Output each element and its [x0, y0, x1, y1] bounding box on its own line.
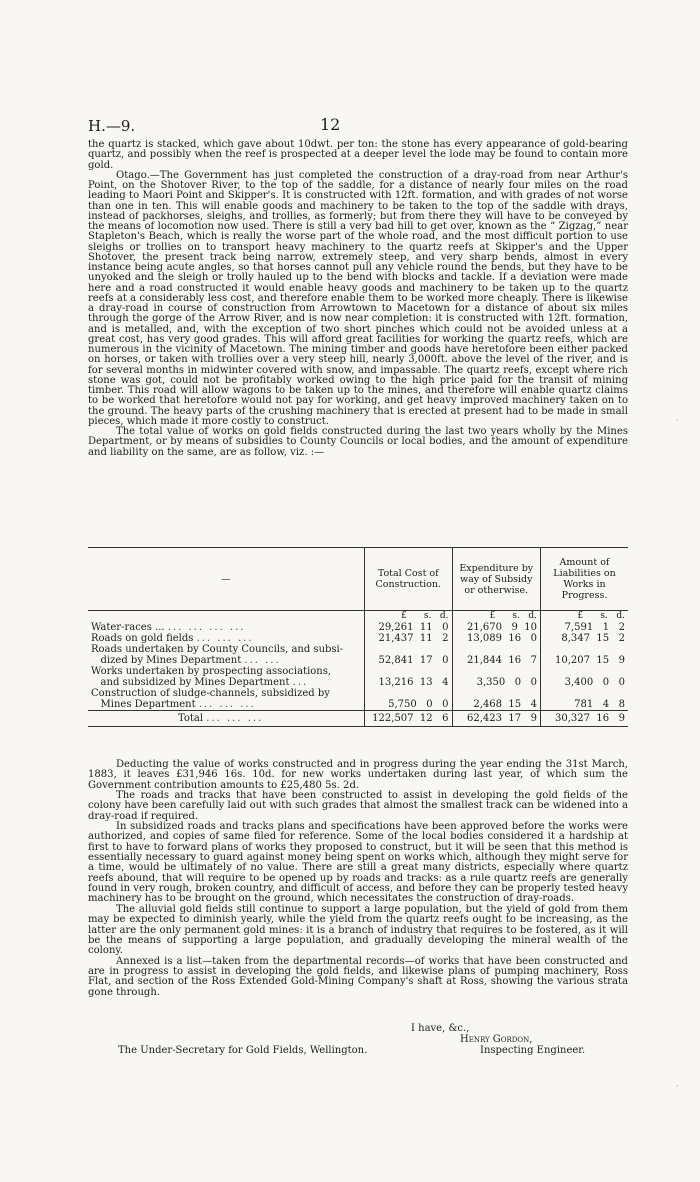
liabilities-cell: 781 4 8 — [541, 688, 628, 711]
cost-cell: 52,841 17 0 — [365, 644, 453, 666]
table-row — [88, 622, 628, 633]
table-header-liabilities: Amount of Liabilities on Works in Progress. — [541, 548, 628, 611]
table-header-cost: Total Cost of Construction. — [365, 548, 453, 611]
liabilities-cell: 3,400 0 0 — [541, 666, 628, 688]
table-total-row — [88, 711, 628, 727]
units-cell: £ s. d. — [452, 611, 541, 623]
subsidy-cell: 21,844 16 7 — [452, 644, 541, 666]
page-header — [88, 117, 628, 137]
paragraph: In subsidized roads and tracks plans and specifications have been approved before the works were authorized, and copies of same filed for reference. Some of the local bodies considered it a hardship at first to have to forward plans of works they proposed to construct, but it will be seen that this method is essentially necessary to guard against money being spent on works which, although they might serve for a time, would be ultimately of no value. There are still a great many districts, especially where quartz reefs abound, that will require to be opened up by roads and tracks: as a rule quartz reefs are generally found in very rough, broken country, and difficult of access, and before they can be properly tested heavy machinery has to be brought on the ground, which necessitates the construction of dray-roads. — [88, 821, 628, 905]
total-label: Total — [178, 713, 204, 724]
paragraph: The total value of works on gold fields constructed during the last two years wholly by the Mines Department, or by means of subsidies to County Councils or local bodies, and the amount of expenditure and liability on the same, are as follow, viz. :— — [88, 426, 628, 458]
cost-cell: 29,261 11 0 — [365, 622, 453, 633]
row-label: Construction of sludge-channels, subsidized by — [91, 688, 330, 699]
table-header-row — [88, 548, 628, 611]
cost-cell: 13,216 13 4 — [365, 666, 453, 688]
subsidy-cell: 2,468 15 4 — [452, 688, 541, 711]
cost-cell: 21,437 11 2 — [365, 633, 453, 644]
body-text-top — [88, 140, 628, 458]
body-text-bottom — [88, 760, 628, 998]
leader-dots: ... ... — [244, 655, 281, 666]
leader-dots: ... ... ... ... — [167, 622, 246, 633]
document-id: H.—9. — [88, 117, 136, 135]
table-header-subsidy: Expenditure by way of Subsidy or otherwise. — [452, 548, 541, 611]
subsidy-cell: 21,670 9 10 — [452, 622, 541, 633]
paragraph: The roads and tracks that have been constructed to assist in developing the gold fields of the colony have been carefully laid out with such grades that almost the smallest track can be widened into a dray-road if required. — [88, 790, 628, 822]
page-number: 12 — [320, 115, 341, 134]
table-row — [88, 633, 628, 644]
table-header-blank: — — [88, 548, 365, 611]
margin-mark: · — [676, 1082, 679, 1092]
row-label-cont: dized by Mines Department — [100, 655, 242, 666]
row-label: Roads on gold fields — [91, 633, 194, 644]
row-label-cont: and subsidized by Mines Department — [100, 677, 290, 688]
paragraph: Deducting the value of works constructed and in progress during the year ending the 31st March, 1883, it leaves £31,946 16s. 10d. for new works undertaken during last year, of which sum the Government contribution amounts to £25,480 5s. 2d. — [88, 759, 628, 791]
addressee: The Under-Secretary for Gold Fields, Wellington. — [118, 1045, 368, 1056]
leader-dots: ... — [292, 677, 309, 688]
total-cost-cell: 122,507 12 6 — [365, 711, 453, 727]
leader-dots: ... ... ... — [206, 713, 264, 724]
liabilities-cell: 10,207 15 9 — [541, 644, 628, 666]
paragraph: Annexed is a list—taken from the departmental records—of works that have been constructed and are in progress to assist in developing the gold fields, and likewise plans of pumping machinery, Ross Flat, and section of the Ross Extended Gold-Mining Company's shaft at Ross, showing the various strata gone through. — [88, 955, 628, 998]
total-subsidy-cell: 62,423 17 9 — [452, 711, 541, 727]
table-row — [88, 688, 628, 711]
cost-cell: 5,750 0 0 — [365, 688, 453, 711]
row-label: Works undertaken by prospecting associations, — [91, 666, 332, 677]
subsidy-cell: 3,350 0 0 — [452, 666, 541, 688]
signature-block — [88, 1023, 628, 1063]
row-label-cont: Mines Department — [100, 699, 196, 710]
total-liabilities-cell: 30,327 16 9 — [541, 711, 628, 727]
table-row — [88, 666, 628, 688]
subsidy-cell: 13,089 16 0 — [452, 633, 541, 644]
leader-dots: ... ... ... — [196, 633, 254, 644]
margin-mark: · — [676, 416, 679, 426]
paragraph-otago: Otago.—The Government has just completed the construction of a dray-road from near Arthur's Point, on the Shotover River, to the top of the saddle, for a distance of nearly four miles on the road leading to Maori Point and Skipper's. It is constructed with 12ft. formation, and with grades of not worse than one in ten. This will enable goods and machinery to be taken to the top of the saddle with drays, instead of packhorses, sleighs, and trollies, as formerly; but from there they will have to be conveyed by the means of locomotion now used. There is still a very bad hill to get over, known as the “ Zigzag,” near Stapleton's Beach, which is really the worse part of the whole road, and the most difficult portion to use sleighs or trollies on to transport heavy machinery to the quartz reefs at Skipper's and the Upper Shotover, the present track being narrow, extremely steep, and very sharp bends, almost in every instance being acute angles, so that horses cannot pull any vehicle round the bends, but they have to be unyoked and the sleigh or trolly hauled up to the bend with blocks and tackle. If a deviation were made here and a road constructed it would enable heavy goods and machinery to be taken up to the quartz reefs at a considerably less cost, and therefore enable them to be worked more cheaply. There is likewise a dray-road in course of construction from Arrowtown to Macetown for a distance of about six miles through the gorge of the Arrow River, and is now near completion: it is constructed with 12ft. formation, and is metalled, and, with the exception of two short pinches which could not be avoided unless at a great cost, has very good grades. This will afford great facilities for working the quartz reefs, which are numerous in the vicinity of Macetown. The mining timber and goods have heretofore been either packed on horses, or taken with trollies over a very steep hill, nearly 3,000ft. above the level of the river, and is for several months in midwinter covered with snow, and impassable. The quartz reefs, except where rich stone was got, could not be profitably worked owing to the high price paid for the transit of mining timber. This road will allow wagons to be taken up to the mines, and therefore will enable quartz claims to be worked that heretofore would not pay for working, and get heavy improved machinery taken on to the ground. The heavy parts of the crushing machinery that is erected at present had to be made in small pieces, which made it more costly to construct. — [88, 169, 628, 427]
paragraph: The alluvial gold fields still continue to support a large population, but the yield of gold from them may be expected to diminish yearly, while the yield from the quartz reefs ought to be increasing, as the latter are the only permanent gold mines: it is a branch of industry that requires to be fostered, as it will be the means of supporting a large population, and gradually developing the mineral wealth of the colony. — [88, 903, 628, 957]
closing-salutation: I have, &c., — [411, 1023, 470, 1034]
row-label: Water-races ... — [91, 622, 165, 633]
row-label: Roads undertaken by County Councils, and subsi- — [91, 644, 344, 655]
table-units-row — [88, 611, 628, 623]
leader-dots: ... ... ... — [198, 699, 256, 710]
signatory-name: Henry Gordon, — [460, 1034, 533, 1045]
liabilities-cell: 7,591 1 2 — [541, 622, 628, 633]
table-row — [88, 644, 628, 666]
units-cell: £ s. d. — [541, 611, 628, 623]
liabilities-cell: 8,347 15 2 — [541, 633, 628, 644]
signatory-title: Inspecting Engineer. — [480, 1045, 586, 1056]
units-cell: £ s. d. — [365, 611, 453, 623]
works-table — [88, 547, 628, 727]
paragraph: the quartz is stacked, which gave about 10dwt. per ton: the stone has every appearance of gold-bearing quartz, and possibly when the reef is prospected at a deeper level the lode may be found to contain more gold. — [88, 139, 628, 171]
